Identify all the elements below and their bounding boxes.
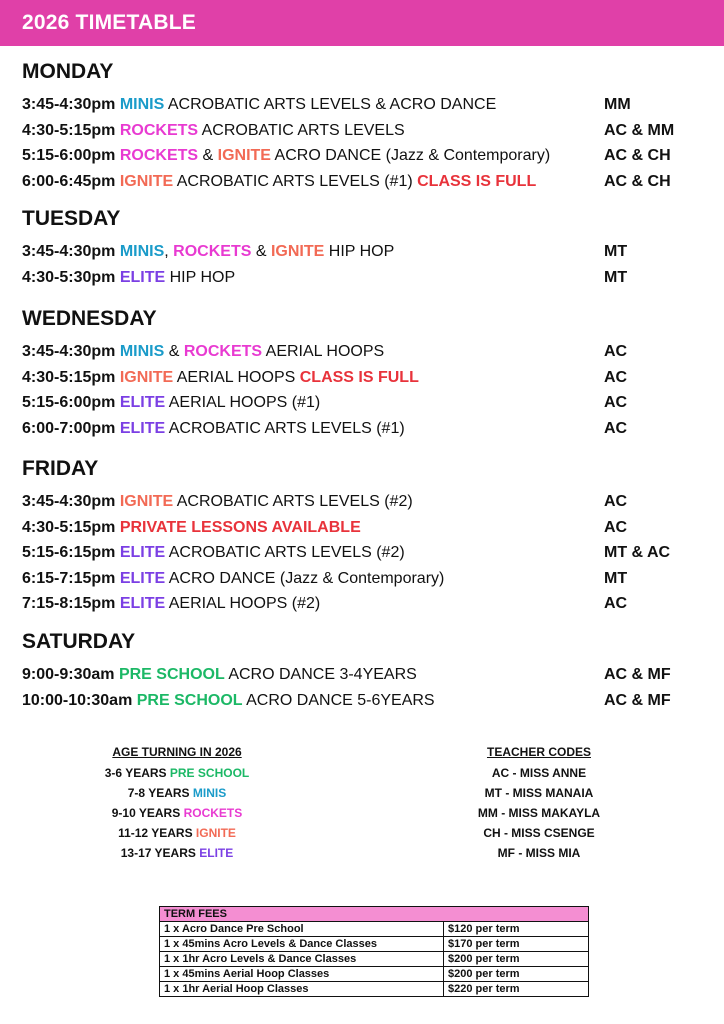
age-legend-item <box>52 763 302 783</box>
teacher-code: AC <box>604 343 628 360</box>
group-label: IGNITE <box>119 368 174 386</box>
group-label: ELITE <box>119 268 166 286</box>
class-time: 3:45-4:30pm <box>22 343 116 360</box>
class-row <box>22 566 702 592</box>
class-row <box>22 591 702 617</box>
class-time: 3:45-4:30pm <box>22 243 116 260</box>
fee-row <box>160 937 589 952</box>
group-label: ROCKETS <box>119 147 199 164</box>
group-label: IGNITE <box>270 243 325 260</box>
teacher-code: AC & CH <box>604 172 671 190</box>
class-row <box>22 365 702 391</box>
term-fees-header <box>160 907 589 922</box>
group-label: MINIS <box>119 243 165 260</box>
class-text: ACROBATIC ARTS LEVELS (#1) <box>173 172 418 190</box>
fee-label: 1 x Acro Dance Pre School <box>160 922 444 937</box>
group-label: ROCKETS <box>183 343 263 360</box>
teacher-code: MM <box>604 96 631 113</box>
class-text: ACRO DANCE (Jazz & Contemporary) <box>165 569 445 587</box>
term-fees-title: TERM FEES <box>160 907 589 922</box>
age-range: 13-17 YEARS <box>120 846 200 860</box>
teacher-code-item: MT - MISS MANAIA <box>484 786 594 800</box>
age-legend-item <box>52 823 302 843</box>
class-row <box>22 416 702 442</box>
teacher-code-item: MM - MISS MAKAYLA <box>477 806 601 820</box>
group-label: ROCKETS <box>183 806 243 820</box>
fee-label: 1 x 45mins Aerial Hoop Classes <box>160 967 444 982</box>
group-label: ROCKETS <box>173 243 252 260</box>
class-time: 4:30-5:15pm <box>22 121 116 139</box>
class-description <box>120 420 405 437</box>
fee-row <box>160 952 589 967</box>
class-description <box>120 519 361 536</box>
fee-price: $220 per term <box>444 982 589 997</box>
class-row <box>22 662 702 688</box>
class-text: ACROBATIC ARTS LEVELS <box>198 121 405 139</box>
class-time: 9:00-9:30am <box>22 666 115 683</box>
class-text: ACROBATIC ARTS LEVELS (#2) <box>165 544 405 561</box>
class-description <box>119 666 417 683</box>
fee-price: $200 per term <box>444 967 589 982</box>
class-description <box>120 269 235 286</box>
class-text: HIP HOP <box>324 243 395 260</box>
class-text: & <box>198 147 218 164</box>
age-range: 9-10 YEARS <box>111 806 184 820</box>
class-row <box>22 143 702 169</box>
teacher-codes-title: TEACHER CODES <box>486 745 591 759</box>
day-friday <box>22 455 702 617</box>
class-description <box>120 96 496 113</box>
class-text: ACRO DANCE 3-4YEARS <box>224 666 417 683</box>
fee-price: $170 per term <box>444 937 589 952</box>
class-text: ACRO DANCE 5-6YEARS <box>242 691 435 709</box>
class-time: 6:15-7:15pm <box>22 569 116 587</box>
group-label: ROCKETS <box>119 121 199 139</box>
group-label: ELITE <box>199 846 234 860</box>
class-text: ACROBATIC ARTS LEVELS (#1) <box>165 419 405 437</box>
class-text: , <box>164 243 174 260</box>
class-description <box>120 147 550 164</box>
class-text: AERIAL HOOPS (#1) <box>165 394 321 411</box>
class-row <box>22 239 702 265</box>
group-label: IGNITE <box>119 172 174 190</box>
fee-price: $200 per term <box>444 952 589 967</box>
class-description <box>120 570 445 587</box>
teacher-code-item: AC - MISS ANNE <box>491 766 587 780</box>
day-tuesday <box>22 205 702 290</box>
teacher-code: MT <box>604 268 628 286</box>
group-label: MINIS <box>192 786 227 800</box>
class-description <box>120 394 320 411</box>
class-row <box>22 339 702 365</box>
age-range: 7-8 YEARS <box>127 786 193 800</box>
age-legend <box>52 745 302 863</box>
class-text: AERIAL HOOPS <box>262 343 385 360</box>
day-title: WEDNESDAY <box>22 307 157 330</box>
teacher-code: MT & AC <box>604 544 671 561</box>
teacher-code: AC <box>604 595 628 612</box>
fee-row <box>160 967 589 982</box>
group-label: ELITE <box>119 595 166 612</box>
fee-label: 1 x 45mins Acro Levels & Dance Classes <box>160 937 444 952</box>
teacher-code: AC & CH <box>604 147 671 164</box>
class-row <box>22 540 702 566</box>
notice-label: CLASS IS FULL <box>299 368 419 386</box>
fee-label: 1 x 1hr Aerial Hoop Classes <box>160 982 444 997</box>
day-title: SATURDAY <box>22 630 136 653</box>
day-title: TUESDAY <box>22 207 121 230</box>
teacher-code: AC <box>604 518 628 536</box>
age-legend-title: AGE TURNING IN 2026 <box>112 745 242 759</box>
class-text: & <box>251 243 271 260</box>
teacher-code: AC <box>604 419 628 437</box>
class-description <box>137 692 435 709</box>
group-label: MINIS <box>119 343 165 360</box>
group-label: IGNITE <box>217 147 271 164</box>
fee-label: 1 x 1hr Acro Levels & Dance Classes <box>160 952 444 967</box>
group-label: ELITE <box>119 419 166 437</box>
class-time: 6:00-6:45pm <box>22 172 116 190</box>
class-description <box>120 243 394 260</box>
class-row <box>22 169 702 195</box>
class-text: AERIAL HOOPS <box>173 368 300 386</box>
class-text: HIP HOP <box>165 268 236 286</box>
fee-row <box>160 982 589 997</box>
class-time: 5:15-6:15pm <box>22 544 116 561</box>
age-legend-item <box>52 783 302 803</box>
class-description <box>120 343 384 360</box>
class-text: ACRO DANCE (Jazz & Contemporary) <box>270 147 551 164</box>
class-row <box>22 265 702 291</box>
group-label: IGNITE <box>195 826 236 840</box>
age-legend-item <box>52 843 302 863</box>
day-monday <box>22 58 702 194</box>
group-label: PRE SCHOOL <box>169 766 250 780</box>
teacher-code: MT <box>604 569 628 587</box>
fee-price: $120 per term <box>444 922 589 937</box>
teacher-code: AC & MF <box>604 691 671 709</box>
class-time: 7:15-8:15pm <box>22 595 116 612</box>
class-description <box>120 493 413 510</box>
notice-label: PRIVATE LESSONS AVAILABLE <box>119 518 361 536</box>
notice-label: CLASS IS FULL <box>417 172 537 190</box>
class-row <box>22 515 702 541</box>
class-row <box>22 688 702 714</box>
teacher-code: MT <box>604 243 628 260</box>
class-time: 10:00-10:30am <box>22 691 133 709</box>
group-label: ELITE <box>119 544 166 561</box>
age-range: 11-12 YEARS <box>118 826 196 840</box>
class-time: 4:30-5:30pm <box>22 268 116 286</box>
teacher-code: AC & MF <box>604 666 671 683</box>
class-text: & <box>164 343 184 360</box>
group-label: ELITE <box>119 569 166 587</box>
class-row <box>22 92 702 118</box>
class-time: 4:30-5:15pm <box>22 368 116 386</box>
term-fees-table <box>159 906 589 997</box>
day-wednesday <box>22 305 702 441</box>
teacher-code: AC & MM <box>604 121 675 139</box>
class-time: 5:15-6:00pm <box>22 394 116 411</box>
fee-row <box>160 922 589 937</box>
class-row <box>22 390 702 416</box>
group-label: ELITE <box>119 394 166 411</box>
day-title: MONDAY <box>22 60 114 83</box>
class-description <box>120 595 320 612</box>
group-label: MINIS <box>119 96 165 113</box>
class-text: AERIAL HOOPS (#2) <box>165 595 321 612</box>
teacher-code: AC <box>604 394 628 411</box>
teacher-code-item: CH - MISS CSENGE <box>483 826 595 840</box>
teacher-codes <box>414 745 664 863</box>
day-title: FRIDAY <box>22 457 99 480</box>
class-description <box>120 122 405 139</box>
teacher-code-item: MF - MISS MIA <box>497 846 581 860</box>
title-banner <box>0 0 724 46</box>
age-range: 3-6 YEARS <box>104 766 170 780</box>
class-row <box>22 118 702 144</box>
age-legend-item <box>52 803 302 823</box>
group-label: PRE SCHOOL <box>118 666 225 683</box>
class-description <box>120 173 536 190</box>
class-description <box>120 369 419 386</box>
class-description <box>120 544 405 561</box>
page-title: 2026 TIMETABLE <box>22 11 196 34</box>
class-text: ACROBATIC ARTS LEVELS & ACRO DANCE <box>164 96 497 113</box>
class-time: 3:45-4:30pm <box>22 96 116 113</box>
group-label: PRE SCHOOL <box>136 691 243 709</box>
class-time: 4:30-5:15pm <box>22 518 116 536</box>
group-label: IGNITE <box>119 493 174 510</box>
class-row <box>22 489 702 515</box>
class-time: 6:00-7:00pm <box>22 419 116 437</box>
day-saturday <box>22 628 702 713</box>
teacher-code: AC <box>604 368 628 386</box>
class-text: ACROBATIC ARTS LEVELS (#2) <box>173 493 413 510</box>
class-time: 5:15-6:00pm <box>22 147 116 164</box>
teacher-code: AC <box>604 493 628 510</box>
class-time: 3:45-4:30pm <box>22 493 116 510</box>
